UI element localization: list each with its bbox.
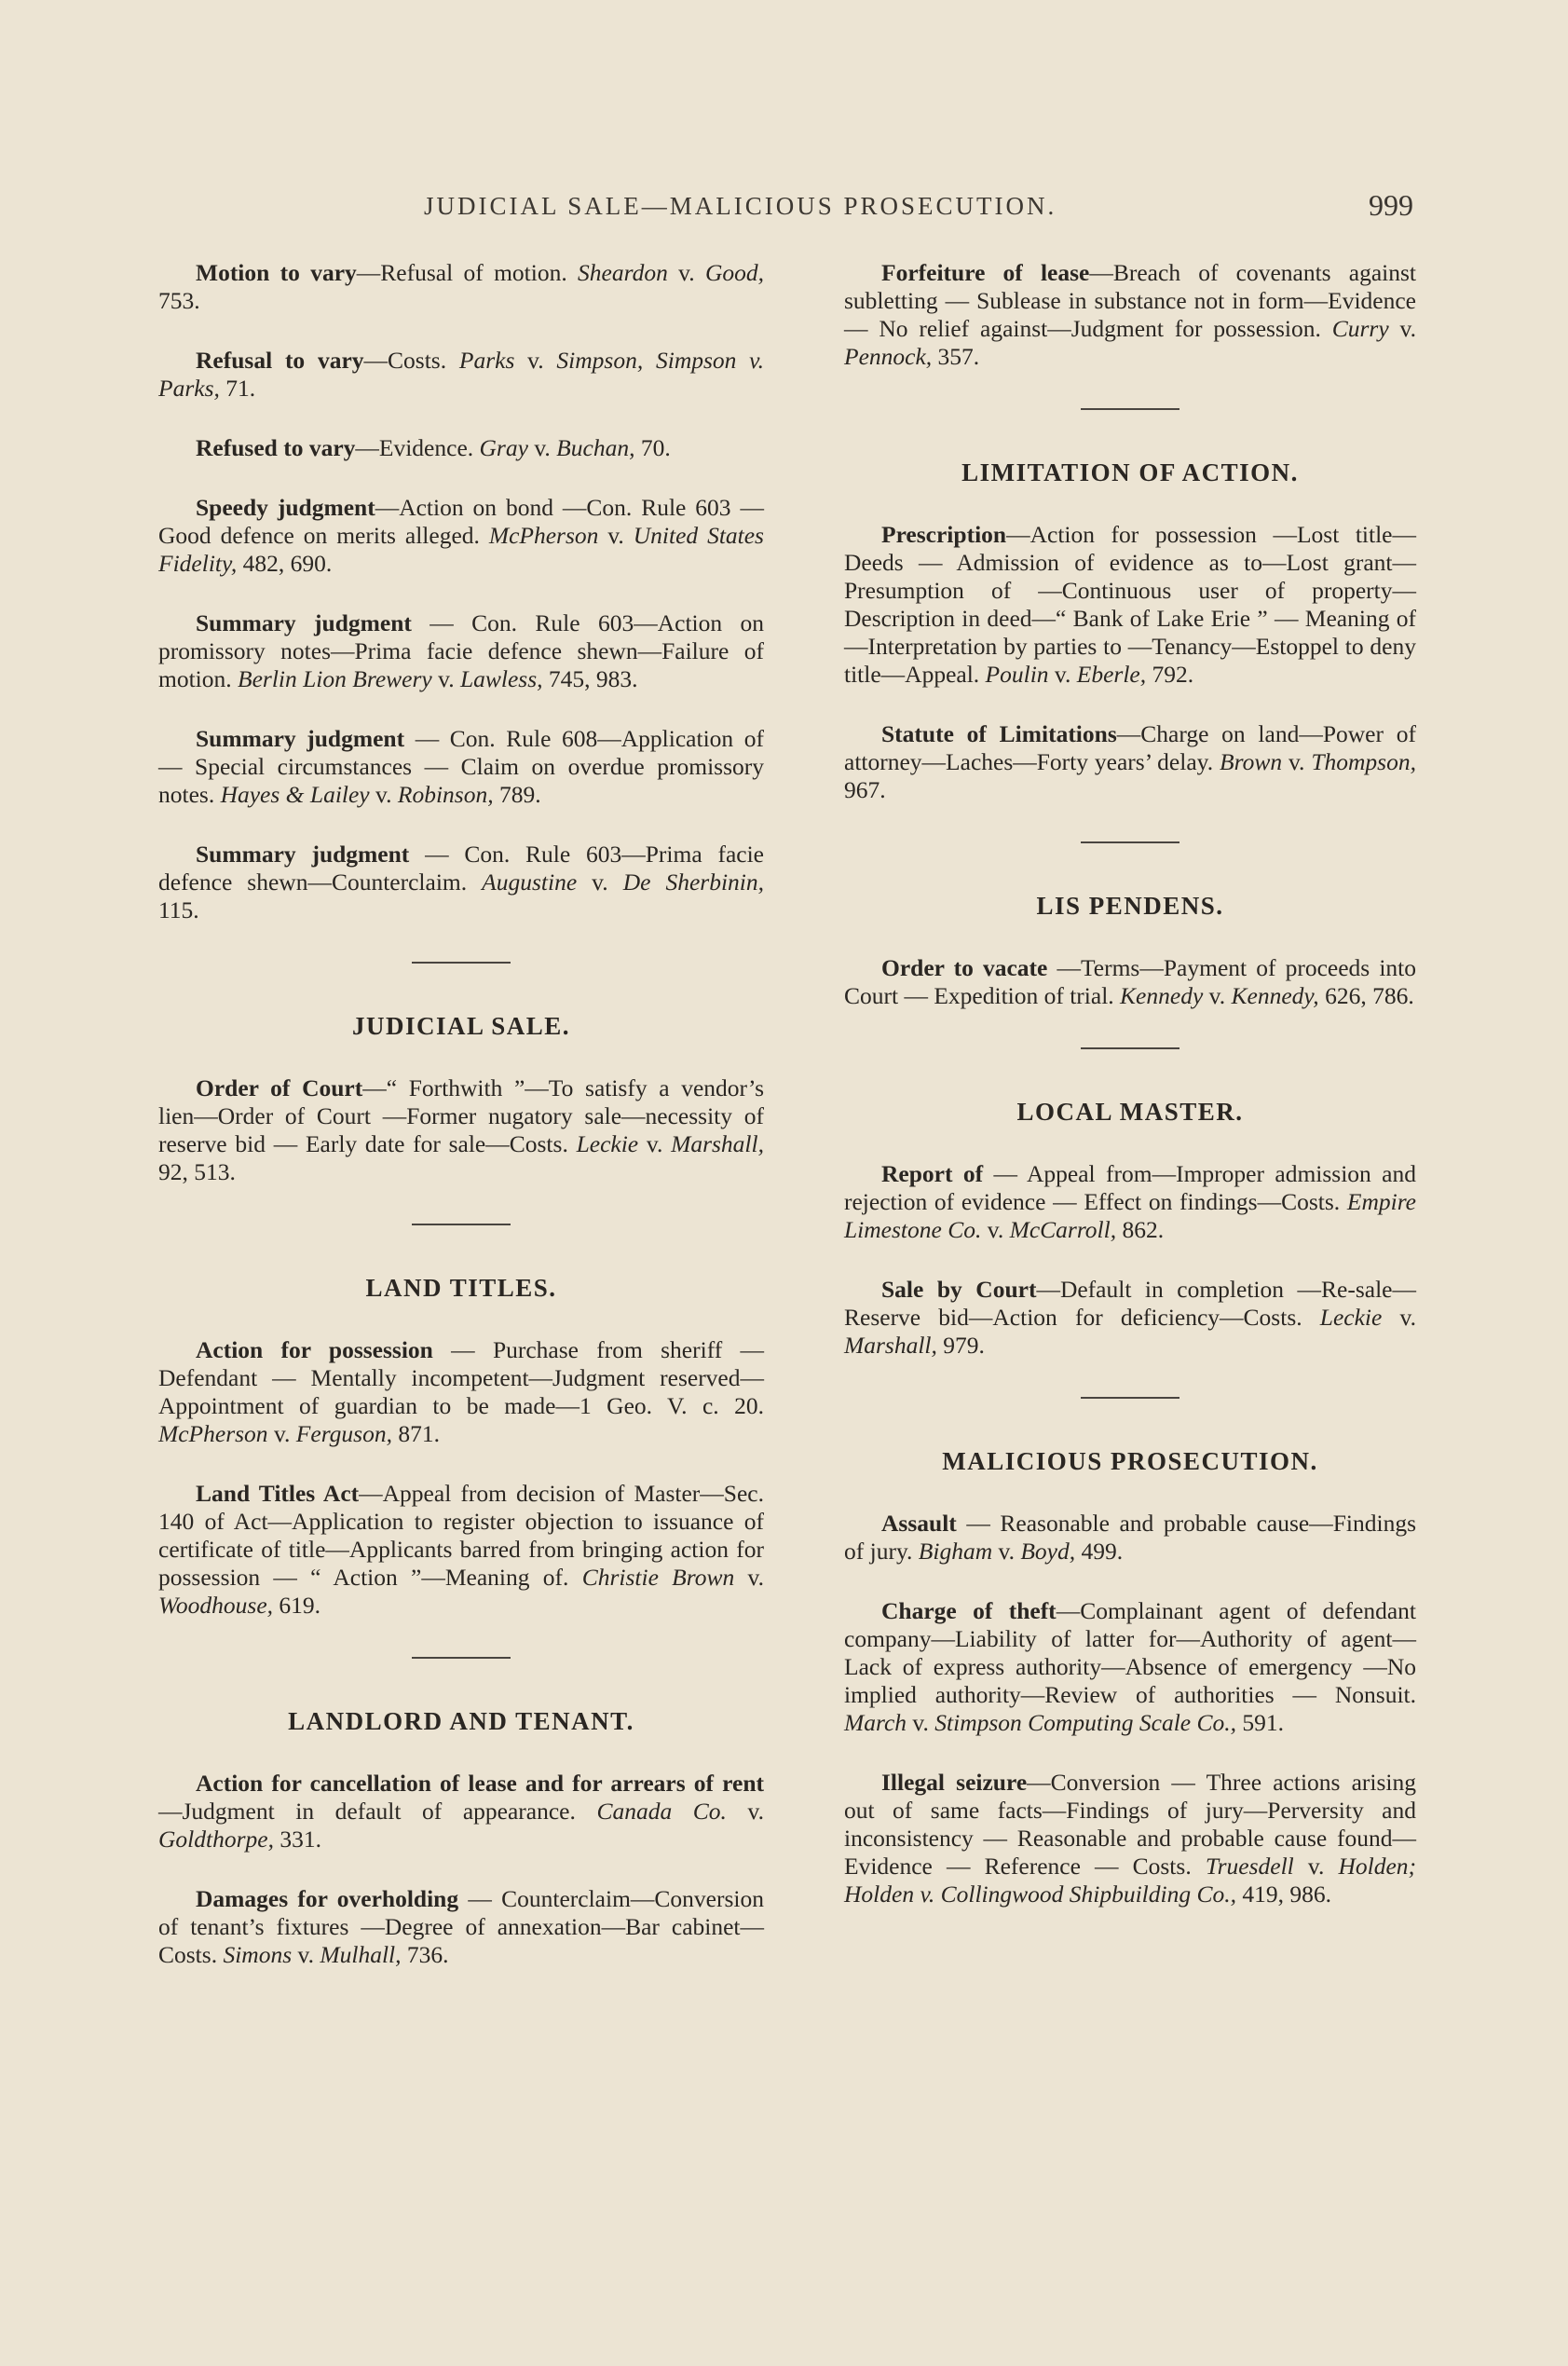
left-column bbox=[158, 259, 764, 2001]
case-versus: v. bbox=[981, 1216, 1010, 1243]
entry-text: — Counterclaim—Conversion of tenant’s fixtures —Degree of annexation—Bar cabinet—Costs. bbox=[158, 1885, 764, 1968]
case-versus: v. bbox=[1048, 661, 1077, 688]
case-party: Berlin Lion Brewery bbox=[238, 665, 432, 692]
page-citation: 591. bbox=[1236, 1709, 1284, 1736]
entry-heading: Charge of theft bbox=[881, 1597, 1057, 1624]
case-party: Bigham bbox=[918, 1538, 993, 1565]
page-citation: 357. bbox=[932, 343, 980, 370]
section-divider bbox=[1081, 408, 1179, 410]
index-entry bbox=[158, 841, 764, 924]
case-party: Canada Co. bbox=[596, 1798, 727, 1825]
page-citation: 92, 513. bbox=[158, 1158, 236, 1185]
index-entry bbox=[844, 954, 1416, 1010]
entry-heading: Sale by Court bbox=[881, 1276, 1037, 1303]
section-divider bbox=[412, 1657, 511, 1659]
case-party: Marshall, bbox=[844, 1332, 937, 1359]
entry-heading: Land Titles Act bbox=[196, 1480, 360, 1507]
case-party: Curry bbox=[1331, 315, 1389, 342]
case-versus: v. bbox=[1293, 1853, 1339, 1880]
case-party: Christie Brown bbox=[581, 1564, 735, 1591]
page-citation: 331. bbox=[273, 1826, 321, 1853]
header-title: JUDICIAL SALE—MALICIOUS PROSECUTION. bbox=[424, 192, 1057, 220]
entry-heading: Action for cancellation of lease and for arrears of rent bbox=[196, 1770, 764, 1797]
entry-text: —Refusal of motion. bbox=[356, 259, 579, 286]
entry-heading: Summary judgment bbox=[196, 725, 405, 752]
case-party: Kennedy, bbox=[1231, 982, 1319, 1009]
case-party: Thompson, bbox=[1311, 748, 1416, 775]
case-party: Woodhouse, bbox=[158, 1592, 274, 1619]
entry-text: —Conversion — Three actions arising out of same facts—Findings of jury—Perversity and inconsistency — Reasonable and probable cause found—Evidence — Reference — Costs. bbox=[844, 1769, 1417, 1880]
case-party: Brown bbox=[1220, 748, 1283, 775]
case-versus: v. bbox=[726, 1798, 764, 1825]
entry-text: —Terms—Payment of proceeds into Court — Expedition of trial. bbox=[844, 954, 1416, 1009]
section-divider bbox=[1081, 1397, 1179, 1399]
page-citation: 70. bbox=[634, 434, 671, 461]
index-entry bbox=[844, 1160, 1416, 1244]
case-versus: v. bbox=[992, 1538, 1021, 1565]
index-entry bbox=[158, 347, 764, 403]
index-entry bbox=[844, 259, 1416, 371]
index-entry bbox=[158, 494, 764, 578]
case-party: Parks bbox=[458, 347, 515, 374]
index-entry bbox=[844, 521, 1416, 689]
page-citation: 71. bbox=[219, 375, 256, 402]
case-party: Leckie bbox=[1319, 1304, 1383, 1331]
index-entry bbox=[158, 609, 764, 693]
entry-heading: Motion to vary bbox=[196, 259, 357, 286]
index-entry bbox=[158, 725, 764, 809]
section-heading: LANDLORD AND TENANT. bbox=[288, 1707, 634, 1735]
entry-heading: Assault bbox=[881, 1510, 957, 1537]
entry-text: —Complainant agent of defendant company—Liability of latter for—Authority of agent—Lack of express authority—Absence of emergency —No implied authority—Review of authorities — Nonsuit. bbox=[844, 1597, 1417, 1708]
entry-text: —Charge on land—Power of attorney—Laches—Forty years’ delay. bbox=[844, 720, 1416, 775]
page-citation: 753. bbox=[158, 287, 200, 314]
case-versus: v. bbox=[598, 522, 634, 549]
page-citation: 419, 986. bbox=[1236, 1880, 1331, 1908]
index-entry bbox=[844, 1597, 1416, 1737]
case-party: Eberle, bbox=[1076, 661, 1147, 688]
page-citation: 862. bbox=[1116, 1216, 1165, 1243]
case-party: Mulhall, bbox=[320, 1941, 402, 1968]
section-heading: LIS PENDENS. bbox=[1036, 892, 1224, 920]
entry-text: —Action on bond —Con. Rule 603 — Good defence on merits alleged. bbox=[158, 494, 764, 549]
page-number: 999 bbox=[1369, 188, 1413, 222]
entry-heading: Damages for overholding bbox=[196, 1885, 459, 1912]
entry-text: — Con. Rule 603—Action on promissory notes—Prima facie defence shewn—Failure of motion. bbox=[158, 609, 764, 692]
section-heading: LAND TITLES. bbox=[365, 1274, 557, 1302]
section-heading: LOCAL MASTER. bbox=[1016, 1098, 1244, 1126]
entry-heading: Refused to vary bbox=[196, 434, 356, 461]
case-party: Sheardon bbox=[578, 259, 668, 286]
index-entry bbox=[158, 1074, 764, 1186]
case-party: Pennock, bbox=[844, 343, 933, 370]
entry-heading: Order of Court bbox=[196, 1074, 363, 1101]
entry-heading: Prescription bbox=[881, 521, 1007, 548]
case-versus: v. bbox=[667, 259, 705, 286]
case-party: McPherson bbox=[488, 522, 599, 549]
case-versus: v. bbox=[1282, 748, 1312, 775]
case-versus: v. bbox=[734, 1564, 764, 1591]
entry-heading: Action for possession bbox=[196, 1336, 433, 1363]
case-party: March bbox=[844, 1709, 907, 1736]
page-citation: 115. bbox=[158, 896, 199, 923]
entry-heading: Illegal seizure bbox=[881, 1769, 1028, 1796]
case-party: McCarroll, bbox=[1009, 1216, 1117, 1243]
page-citation: 792. bbox=[1146, 661, 1194, 688]
index-entry bbox=[158, 1480, 764, 1620]
case-versus: v. bbox=[1203, 982, 1232, 1009]
index-entry bbox=[844, 1276, 1416, 1360]
section-divider bbox=[412, 1224, 511, 1225]
index-entry bbox=[158, 1770, 764, 1853]
entry-text: —Judgment in default of appearance. bbox=[158, 1798, 597, 1825]
case-party: Lawless, bbox=[459, 665, 543, 692]
right-column bbox=[844, 259, 1416, 1940]
index-entry bbox=[158, 1336, 764, 1448]
section-heading: LIMITATION OF ACTION. bbox=[961, 458, 1299, 486]
case-party: Marshall, bbox=[671, 1130, 764, 1157]
case-party: Augustine bbox=[482, 868, 578, 896]
case-party: Good, bbox=[704, 259, 765, 286]
index-entry bbox=[844, 720, 1416, 804]
case-party: Kennedy bbox=[1120, 982, 1204, 1009]
entry-text: —Evidence. bbox=[355, 434, 480, 461]
entry-heading: Summary judgment bbox=[196, 609, 412, 636]
case-party: Empire Limestone Co. bbox=[844, 1188, 1416, 1243]
page-citation: 499. bbox=[1075, 1538, 1124, 1565]
case-party: Goldthorpe, bbox=[158, 1826, 274, 1853]
case-party: Poulin bbox=[985, 661, 1049, 688]
case-versus: v. bbox=[1382, 1304, 1416, 1331]
case-party: Hayes & Lailey bbox=[220, 781, 370, 808]
case-versus: v. bbox=[267, 1420, 296, 1447]
case-party: United States Fidelity, bbox=[158, 522, 764, 577]
case-party: Leckie bbox=[576, 1130, 639, 1157]
entry-heading: Report of bbox=[881, 1160, 984, 1187]
case-versus: v. bbox=[292, 1941, 320, 1968]
index-entry bbox=[158, 434, 764, 462]
page-citation: 736. bbox=[401, 1941, 449, 1968]
section-divider bbox=[412, 962, 511, 964]
index-entry bbox=[158, 1885, 764, 1969]
entry-heading: Summary judgment bbox=[196, 841, 410, 868]
entry-text: —Breach of covenants against subletting — Sublease in substance not in form—Evidence — No relief against—Judgment for possession. bbox=[844, 259, 1416, 342]
case-versus: v. bbox=[431, 665, 460, 692]
page-citation: 967. bbox=[844, 776, 886, 803]
entry-text: — Appeal from—Improper admission and rejection of evidence — Effect on findings—Costs. bbox=[844, 1160, 1417, 1215]
case-versus: v. bbox=[514, 347, 557, 374]
index-entry bbox=[158, 259, 764, 315]
case-versus: v. bbox=[577, 868, 623, 896]
page-citation: 482, 690. bbox=[237, 550, 333, 577]
entry-text: —Appeal from decision of Master—Sec. 140 of Act—Application to register objection to issuance of certificate of title—Applicants barred from bringing action for possession — “ Action ”—Meaning of. bbox=[158, 1480, 764, 1591]
case-party: Robinson, bbox=[397, 781, 494, 808]
entry-text: — Con. Rule 608—Application of — Special circumstances — Claim on overdue promissory notes. bbox=[158, 725, 764, 808]
entry-text: —Default in completion —Re-sale—Reserve bid—Action for deficiency—Costs. bbox=[844, 1276, 1416, 1331]
entry-text: — Con. Rule 603—Prima facie defence shewn—Counterclaim. bbox=[158, 841, 764, 896]
section-heading: JUDICIAL SALE. bbox=[351, 1012, 571, 1040]
case-party: De Sherbinin, bbox=[622, 868, 764, 896]
case-party: Gray bbox=[479, 434, 528, 461]
running-header bbox=[424, 188, 1413, 233]
page-citation: 871. bbox=[391, 1420, 440, 1447]
page-citation: 789. bbox=[493, 781, 541, 808]
index-entry bbox=[844, 1769, 1416, 1908]
case-party: Simons bbox=[223, 1941, 293, 1968]
page-citation: 979. bbox=[936, 1332, 985, 1359]
case-versus: v. bbox=[527, 434, 557, 461]
case-versus: v. bbox=[638, 1130, 672, 1157]
entry-text: —Costs. bbox=[363, 347, 459, 374]
case-party: Ferguson, bbox=[295, 1420, 392, 1447]
entry-heading: Forfeiture of lease bbox=[881, 259, 1090, 286]
entry-text: —“ Forthwith ”—To satisfy a vendor’s lien—Order of Court —Former nugatory sale—necessity of reserve bid — Early date for sale—Costs. bbox=[158, 1074, 764, 1157]
case-party: Holden; Holden v. Collingwood Shipbuilding Co., bbox=[844, 1853, 1416, 1908]
entry-heading: Statute of Limitations bbox=[881, 720, 1117, 747]
case-versus: v. bbox=[907, 1709, 935, 1736]
section-divider bbox=[1081, 1047, 1179, 1049]
case-party: Buchan, bbox=[556, 434, 635, 461]
page-citation: 626, 786. bbox=[1318, 982, 1414, 1009]
entry-text: — Purchase from sheriff — Defendant — Mentally incompetent—Judgment reserved—Appointment of guardian to be made—1 Geo. V. c. 20. bbox=[158, 1336, 764, 1419]
case-versus: v. bbox=[1388, 315, 1416, 342]
case-party: Stimpson Computing Scale Co., bbox=[934, 1709, 1236, 1736]
case-versus: v. bbox=[369, 781, 398, 808]
entry-heading: Refusal to vary bbox=[196, 347, 364, 374]
entry-heading: Order to vacate bbox=[881, 954, 1048, 981]
page-citation: 619. bbox=[273, 1592, 321, 1619]
entry-heading: Speedy judgment bbox=[196, 494, 375, 521]
case-party: McPherson bbox=[158, 1420, 268, 1447]
entry-text: —Action for possession —Lost title—Deeds — Admission of evidence as to—Lost grant—Presumption of —Continuous user of property—Description in deed—“ Bank of Lake Erie ” — Meaning of—Interpretation by parties to —Tenancy—Estoppel to deny title—Appeal. bbox=[844, 521, 1416, 688]
case-party: Boyd, bbox=[1020, 1538, 1076, 1565]
page-citation: 745, 983. bbox=[542, 665, 638, 692]
index-entry bbox=[844, 1510, 1416, 1566]
section-divider bbox=[1081, 841, 1179, 843]
case-party: Truesdell bbox=[1205, 1853, 1294, 1880]
entry-text: — Reasonable and probable cause—Findings of jury. bbox=[844, 1510, 1416, 1565]
case-party: Simpson, Simpson v. Parks, bbox=[158, 347, 764, 402]
section-heading: MALICIOUS PROSECUTION. bbox=[942, 1447, 1318, 1475]
